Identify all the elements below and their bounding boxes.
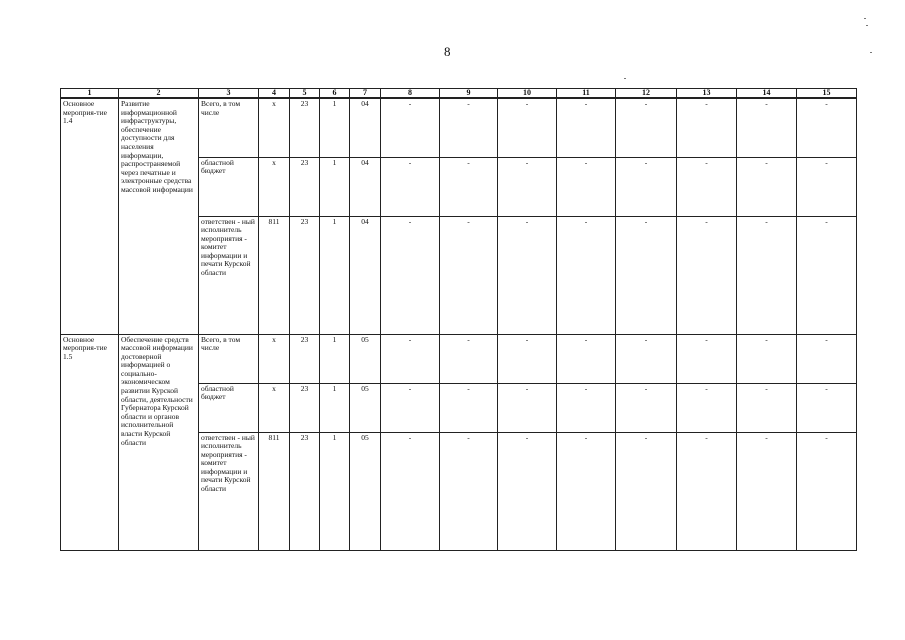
value-cell: -	[737, 157, 797, 216]
code-cell: 1	[320, 334, 350, 383]
header-row	[61, 89, 857, 99]
code-cell: х	[259, 157, 290, 216]
value-cell: -	[381, 334, 440, 383]
column-header: 7	[350, 89, 381, 99]
description-cell: Развитие информационной инфраструктуры, обеспечение доступности для населения информации, распространяемой через печатные и электронные средства массовой информации	[119, 98, 199, 334]
code-cell: 1	[320, 157, 350, 216]
value-cell: -	[381, 383, 440, 432]
value-cell: -	[440, 216, 498, 334]
code-cell: 23	[290, 334, 320, 383]
code-cell: 811	[259, 432, 290, 550]
source-cell: Всего, в том числе	[199, 334, 259, 383]
value-cell: -	[440, 157, 498, 216]
value-cell: -	[797, 334, 857, 383]
value-cell: -	[677, 98, 737, 157]
code-cell: 23	[290, 216, 320, 334]
code-cell: х	[259, 383, 290, 432]
column-header: 8	[381, 89, 440, 99]
column-header: 1	[61, 89, 119, 99]
value-cell: -	[677, 216, 737, 334]
value-cell: -	[737, 383, 797, 432]
code-cell: 1	[320, 98, 350, 157]
value-cell: -	[498, 334, 557, 383]
value-cell: -	[797, 157, 857, 216]
value-cell: -	[498, 432, 557, 550]
code-cell: 811	[259, 216, 290, 334]
value-cell: -	[440, 98, 498, 157]
column-header: 9	[440, 89, 498, 99]
description-cell: Обеспечение средств массовой информации достоверной информацией о социально-экономическом развитии Курской области, деятельности Губернатора Курской области и органов исполнительной власти Курской области	[119, 334, 199, 550]
scan-speck	[864, 18, 866, 19]
value-cell: -	[677, 157, 737, 216]
value-cell: -	[616, 432, 677, 550]
code-cell: 23	[290, 98, 320, 157]
code-cell: х	[259, 98, 290, 157]
column-header: 13	[677, 89, 737, 99]
table-row	[61, 334, 857, 383]
column-header: 12	[616, 89, 677, 99]
value-cell: -	[616, 383, 677, 432]
code-cell: 23	[290, 157, 320, 216]
value-cell: -	[737, 216, 797, 334]
code-cell: 1	[320, 432, 350, 550]
column-header: 15	[797, 89, 857, 99]
value-cell: -	[677, 383, 737, 432]
value-cell: -	[557, 216, 616, 334]
code-cell: 04	[350, 98, 381, 157]
code-cell: 05	[350, 432, 381, 550]
column-header: 2	[119, 89, 199, 99]
value-cell: -	[498, 157, 557, 216]
value-cell: -	[677, 334, 737, 383]
value-cell: -	[440, 383, 498, 432]
value-cell: -	[498, 216, 557, 334]
value-cell: -	[616, 157, 677, 216]
code-cell: 23	[290, 383, 320, 432]
value-cell: -	[677, 432, 737, 550]
code-cell: 23	[290, 432, 320, 550]
code-cell: 04	[350, 216, 381, 334]
value-cell: -	[557, 98, 616, 157]
column-header: 4	[259, 89, 290, 99]
measure-cell: Основное мероприя-тие 1.4	[61, 98, 119, 334]
code-cell: 1	[320, 216, 350, 334]
value-cell: -	[616, 334, 677, 383]
table-row	[61, 98, 857, 157]
value-cell: -	[797, 383, 857, 432]
code-cell: 05	[350, 334, 381, 383]
source-cell: ответствен - ный исполнитель мероприятия - комитет информации и печати Курской области	[199, 216, 259, 334]
value-cell: -	[440, 334, 498, 383]
scan-speck	[870, 52, 872, 53]
value-cell: -	[381, 98, 440, 157]
budget-table	[60, 88, 857, 551]
source-cell: областной бюджет	[199, 157, 259, 216]
value-cell: -	[440, 432, 498, 550]
value-cell: -	[616, 98, 677, 157]
source-cell: областной бюджет	[199, 383, 259, 432]
column-header: 6	[320, 89, 350, 99]
code-cell: 1	[320, 383, 350, 432]
value-cell: -	[557, 432, 616, 550]
value-cell: -	[498, 98, 557, 157]
value-cell: -	[737, 432, 797, 550]
scan-speck	[866, 25, 868, 26]
scan-speck	[624, 78, 626, 79]
value-cell: -	[616, 216, 677, 334]
code-cell: х	[259, 334, 290, 383]
value-cell: -	[381, 216, 440, 334]
value-cell: -	[797, 432, 857, 550]
source-cell: Всего, в том числе	[199, 98, 259, 157]
value-cell: -	[381, 157, 440, 216]
value-cell: -	[737, 98, 797, 157]
value-cell: -	[557, 157, 616, 216]
value-cell: -	[737, 334, 797, 383]
column-header: 10	[498, 89, 557, 99]
code-cell: 04	[350, 157, 381, 216]
column-header: 3	[199, 89, 259, 99]
value-cell: -	[557, 383, 616, 432]
column-header: 5	[290, 89, 320, 99]
value-cell: -	[498, 383, 557, 432]
value-cell: -	[797, 216, 857, 334]
source-cell: ответствен - ный исполнитель мероприятия - комитет информации и печати Курской области	[199, 432, 259, 550]
code-cell: 05	[350, 383, 381, 432]
value-cell: -	[797, 98, 857, 157]
column-header: 11	[557, 89, 616, 99]
column-header: 14	[737, 89, 797, 99]
measure-cell: Основное мероприя-тие 1.5	[61, 334, 119, 550]
page-number: 8	[444, 44, 451, 59]
value-cell: -	[381, 432, 440, 550]
value-cell: -	[557, 334, 616, 383]
